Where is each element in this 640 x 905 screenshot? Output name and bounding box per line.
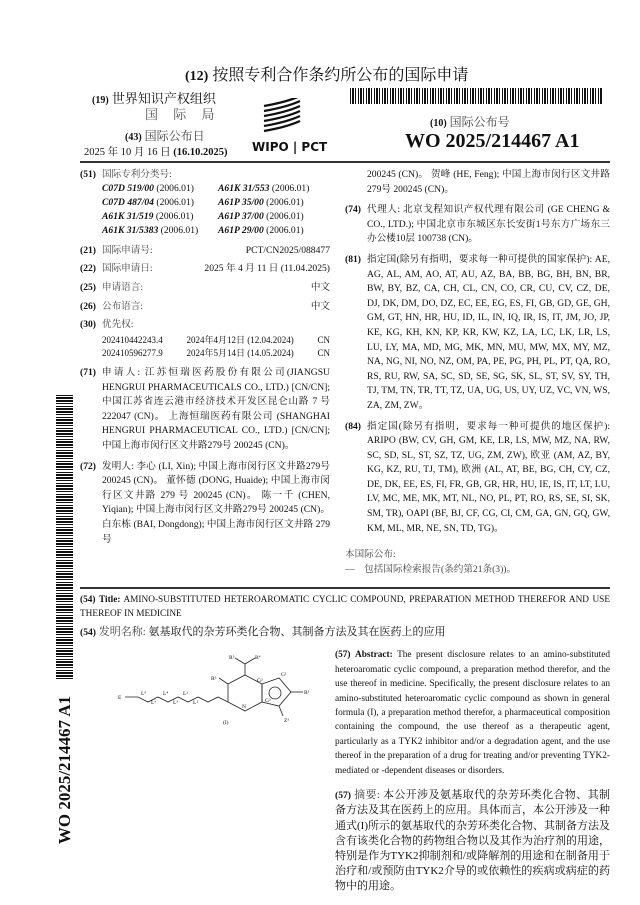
ipc-row [102, 196, 330, 210]
publication-date: 2025 年 10 月 16 日 (16.10.2025) [84, 147, 228, 158]
ipc-version: (2006.01) [153, 197, 194, 208]
ipc-code: C07D 519/00 [102, 183, 154, 194]
formula-label: L⁴ [163, 691, 169, 698]
right-column [345, 168, 610, 577]
applicant: (71) 申请人: 江苏恒瑞医药股份有限公司(JIANGSU HENGRUI PHARMACEUTICALS CO., LTD.) [CN/CN]; 中国江苏省连云港市经济技术开发区昆仑山路 7 号 222047 (CN)。 上海恒瑞医药有限公司 (SHANGHAI HENGRUI PHARMACEUTICAL CO., LTD.) [CN/CN]; 中国上海市闵行区文井路279号 200245 (CN)。 [80, 367, 330, 451]
priority-section: (30) 优先权: [80, 319, 134, 330]
document-type: (12) 按照专利合作条约所公布的国际申请 [185, 67, 469, 84]
formula-label: G³ [265, 698, 271, 705]
ipc-code: A61K 31/5383 [102, 225, 159, 236]
abstract-english: (57) Abstract: The present disclosure relates to an amino-substituted heteroaromatic cyclic compound, a preparation method therefor, and the use thereof in medicine. Specifically, the present disclosure relates to an amino-substituted heteroaromatic cyclic compound as shown in general formula (I), a preparation method therefor, a pharmaceutical composition containing the compound, the use thereof as a therapeutic agent, particularly as a TYK2 inhibitor and/or a degradation agent, and the use thereof in the preparation of a drug for treating and/or preventing TYK2-mediated or -dependent diseases or disorders. [335, 650, 610, 776]
abstract-area [80, 648, 610, 894]
priority-row [102, 347, 330, 360]
ipc-code: A61P 29/00 [218, 225, 264, 236]
ipc-code: A61K 31/519 [102, 211, 154, 222]
ipc-version: (2006.01) [153, 211, 194, 222]
ipc-code: C07D 487/04 [102, 197, 154, 208]
title-english: (54) Title: AMINO-SUBSTITUTED HETEROAROMATIC CYCLIC COMPOUND, PREPARATION METHOD THEREFOR AND USE THEREOF IN MEDICINE [80, 595, 611, 620]
ipc-entry [218, 224, 330, 238]
priority-field: 2024年5月14日 (14.05.2024) [186, 348, 294, 358]
priority-list [80, 334, 330, 360]
inventors: (72) 发明人: 李心 (LI, Xin); 中国上海市闵行区文井路279号 200245 (CN)。 董怀德 (DONG, Huaide); 中国上海市闵行区文井路 279 号 200245 (CN)。 陈一千 (CHEN, Yiqian); 中国上海市闵行区文井路279号 200245 (CN)。 白东栋 (BAI, Dongdong); 中国上海市闵行区文井路 279 号 [80, 460, 330, 545]
wipo-logo-icon [262, 98, 312, 138]
formula-label: R⁴ [255, 655, 261, 662]
published-label: 本国际公布: [345, 549, 396, 561]
bibliographic-columns [80, 168, 610, 577]
formula-label: N [242, 704, 246, 711]
ipc-code: A61K 31/553 [218, 183, 270, 194]
ipc-row [102, 224, 330, 238]
priority-field: CN [317, 335, 330, 345]
designated-states-national: (81) 指定国(除另有指明，要求每一种可提供的国家保护): AE, AG, AL, AM, AO, AT, AU, AZ, BA, BB, BG, BH, BN, BR, BW, BY, BZ, CA, CH, CL, CN, CO, CR, CU, CV, CZ, DE, DJ, DK, DM, DO, DZ, EC, EE, EG, ES, FI, GB, GD, GE, GH, GM, GT, HN, HR, HU, ID, IL, IN, IQ, IR, IS, IT, JM, JO, JP, KE, KG, KH, KN, KP, KR, KW, KZ, LA, LC, LK, LR, LS, LU, LY, MA, MD, MG, MK, MN, MU, MW, MX, MY, MZ, NA, NG, NI, NO, NZ, OM, PA, PE, PG, PH, PL, PT, QA, RO, RS, RU, RW, SA, SC, SD, SE, SG, SK, SL, ST, SV, SY, TH, TJ, TM, TN, TR, TT, TZ, UA, UG, US, UY, UZ, VC, VN, WS, ZA, ZM, ZW。 [345, 253, 610, 411]
formula-label: L⁶ [141, 691, 147, 698]
formula-label: L¹ [193, 700, 199, 707]
ipc-entry [218, 210, 330, 224]
application-number: (21) 国际申请号: PCT/CN2025/088477 [80, 245, 330, 256]
ipc-entry [102, 196, 214, 210]
publication-date-label: (43) 国际公布日 [125, 129, 205, 143]
vertical-barcode [56, 395, 73, 680]
inventors-continued: 200245 (CN)。 贺峰 (HE, Feng); 中国上海市闵行区文井路279号 200245 (CN)。 [367, 169, 610, 195]
ipc-row [102, 182, 330, 196]
formula-label: R³ [304, 690, 310, 697]
divider [80, 161, 610, 163]
publication-number: WO 2025/214467 A1 [405, 130, 580, 152]
wipo-pct-logo-text: WIPO | PCT [252, 140, 328, 154]
organization: (19) 世界知识产权组织 [92, 91, 216, 106]
ipc-entry [218, 182, 330, 196]
chemical-formula-figure [105, 652, 330, 742]
priority-field: CN [317, 348, 330, 358]
formula-label: G¹ [281, 672, 287, 679]
left-column [80, 168, 330, 577]
ipc-version: (2006.01) [269, 183, 310, 194]
priority-field: 202410596277.9 [102, 348, 163, 358]
ipc-version: (2006.01) [263, 225, 304, 236]
ipc-version: (2006.01) [263, 211, 304, 222]
ipc-entry [218, 196, 330, 210]
ipc-list [80, 182, 330, 238]
formula-label: R⁵ [229, 655, 235, 662]
ipc-entry [102, 210, 214, 224]
formula-label: E [118, 695, 122, 702]
designated-states-regional: (84) 指定国(除另有指明，要求每一种可提供的地区保护): ARIPO (BW, CV, GH, GM, KE, LR, LS, MW, MZ, NA, RW, SC, SD, SL, ST, SZ, TZ, UG, ZM, ZW), 欧亚 (AM, AZ, BY, KG, KZ, RU, TJ, TM), 欧洲 (AL, AT, BE, BG, CH, CY, CZ, DE, DK, EE, ES, FI, FR, GB, GR, HR, HU, IE, IS, IT, LT, LU, LV, MC, ME, MK, MT, NL, NO, PL, PT, RO, RS, SE, SI, SK, SM, TR), OAPI (BF, BJ, CF, CG, CI, CM, GA, GN, GQ, GW, KM, ML, MR, NE, SN, TD, TG)。 [345, 420, 610, 534]
ipc-version: (2006.01) [153, 183, 194, 194]
agent: (74) 代理人: 北京戈程知识产权代理有限公司 (GE CHENG & CO., LTD.); 中国北京市东城区东长安街1号东方广场东三办公楼10层 100738 (CN)。 [345, 204, 610, 245]
formula-label: L⁵ [151, 700, 157, 707]
title-chinese: (54) 发明名称: 氨基取代的杂芳环类化合物、其制备方法及其在医药上的应用 [80, 626, 446, 639]
ipc-row [102, 210, 330, 224]
main-content [80, 161, 610, 895]
priority-field: 2024年4月12日 (12.04.2024) [186, 335, 294, 345]
ipc-entry [102, 182, 214, 196]
ipc-version: (2006.01) [263, 197, 304, 208]
published-item: — 包括国际检索报告(条约第21条(3))。 [345, 563, 517, 575]
priority-field: 202410442243.4 [102, 335, 163, 345]
side-publication-number: WO 2025/214467 A1 [55, 695, 74, 845]
divider [80, 587, 610, 589]
formula-label: L² [183, 691, 189, 698]
ipc-code: A61P 35/00 [218, 197, 264, 208]
publication-number-label: (10) 国际公布号 [430, 115, 510, 129]
publication-language: (26) 公布语言: 中文 [80, 301, 330, 312]
ipc-section: (51) 国际专利分类号: [80, 169, 172, 180]
formula-label: G² [257, 678, 263, 685]
formula-label: R⁶ [211, 676, 217, 683]
bureau: 国 际 局 [145, 107, 221, 122]
application-date: (22) 国际申请日: 2025 年 4 月 11 日 (11.04.2025) [80, 263, 330, 274]
ipc-code: A61P 37/00 [218, 211, 264, 222]
priority-row [102, 334, 330, 347]
ipc-version: (2006.01) [158, 225, 199, 236]
formula-label: L³ [173, 700, 179, 707]
formula-label: Z¹ [284, 718, 290, 725]
ipc-entry [102, 224, 214, 238]
abstracts [335, 648, 610, 894]
abstract-chinese: (57) 摘要: 本公开涉及氨基取代的杂芳环类化合物、其制备方法及其在医药上的应用。具体而言，本公开涉及一种通式(I)所示的氨基取代的杂芳环类化合物、其制备方法及含有该类化合物的药物组合物以及其作为治疗剂的用途，特别是作为TYK2抑制剂和/或降解剂的用途和在制备用于治疗和/或预防由TYK2介导的或依赖性的疾病或病症的药物中的用途。 [335, 789, 611, 893]
filing-language: (25) 申请语言: 中文 [80, 282, 330, 293]
barcode [350, 88, 603, 104]
formula-label: (I) [223, 720, 229, 727]
